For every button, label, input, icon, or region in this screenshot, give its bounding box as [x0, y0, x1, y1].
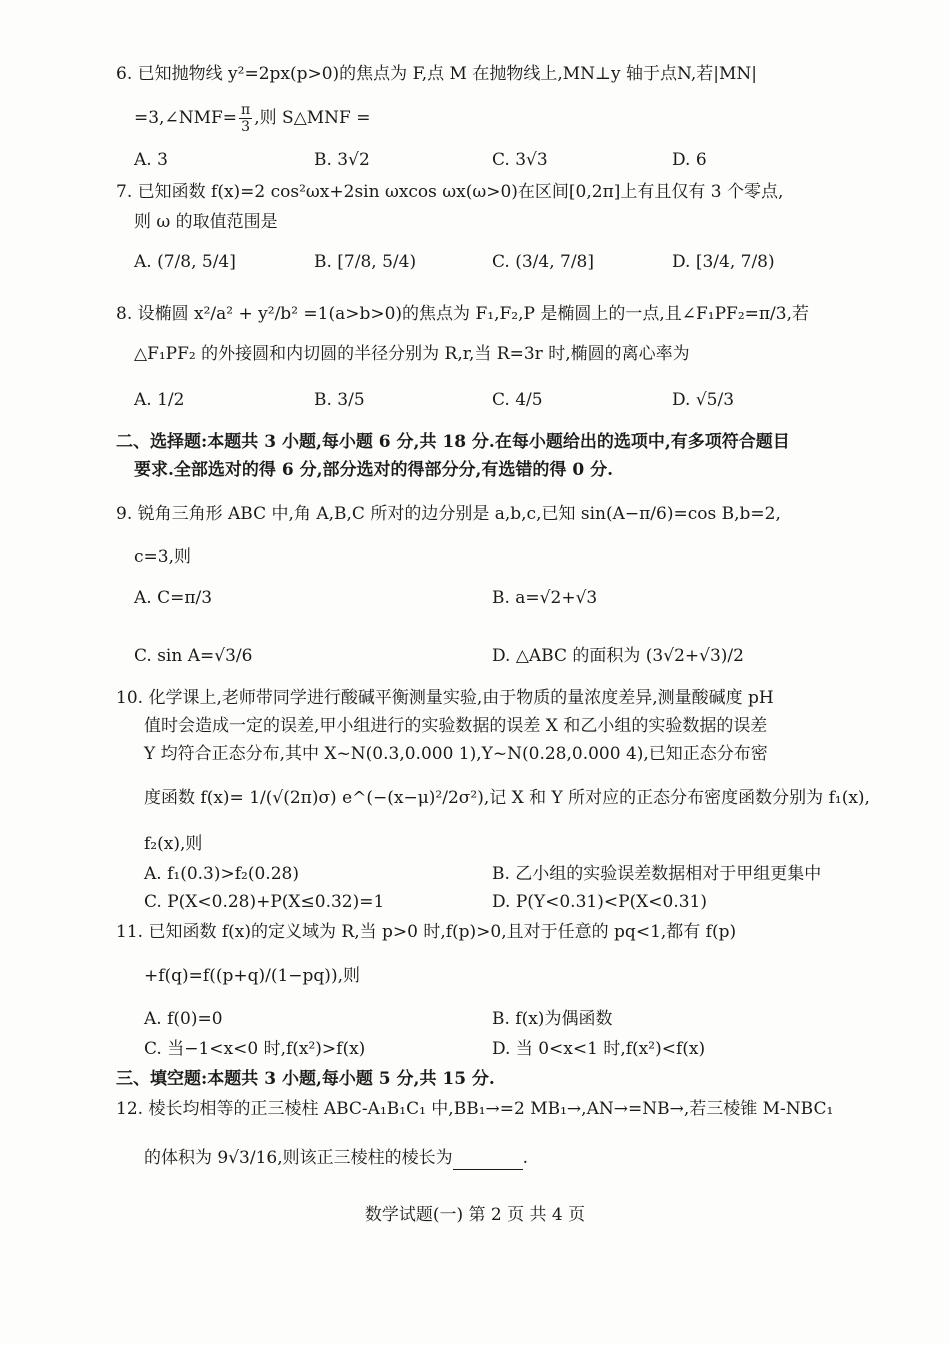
- q8-option-c: C. 4/5: [492, 390, 543, 410]
- q8-option-b: B. 3/5: [314, 390, 365, 410]
- section2-heading-line1: 二、选择题:本题共 3 小题,每小题 6 分,共 18 分.在每小题给出的选项中,有多项符合题目: [116, 432, 790, 452]
- q8-line2: △F₁PF₂ 的外接圆和内切圆的半径分别为 R,r,当 R=3r 时,椭圆的离心率为: [134, 344, 690, 364]
- q6-line1: 6. 已知抛物线 y²=2px(p>0)的焦点为 F,点 M 在抛物线上,MN⊥y 轴于点N,若|MN|: [116, 64, 757, 84]
- q6-option-d: D. 6: [672, 150, 707, 170]
- q10-line4: 度函数 f(x)= 1/(√(2π)σ) e^(−(x−μ)²/2σ²),记 X 和 Y 所对应的正态分布密度函数分别为 f₁(x),: [144, 788, 870, 808]
- page-footer: 数学试题(一) 第 2 页 共 4 页: [364, 1205, 586, 1225]
- q10-line3: Y 均符合正态分布,其中 X~N(0.3,0.000 1),Y~N(0.28,0.000 4),已知正态分布密: [144, 744, 768, 764]
- q7-option-b: B. [7/8, 5/4): [314, 252, 417, 272]
- q11-line2: +f(q)=f((p+q)/(1−pq)),则: [144, 966, 360, 986]
- q10-option-c: C. P(X<0.28)+P(X≤0.32)=1: [144, 892, 385, 912]
- section2-heading-line2: 要求.全部选对的得 6 分,部分选对的得部分分,有选错的得 0 分.: [134, 460, 614, 480]
- q8-option-a: A. 1/2: [134, 390, 185, 410]
- q8-line1: 8. 设椭圆 x²/a² + y²/b² =1(a>b>0)的焦点为 F₁,F₂,P 是椭圆上的一点,且∠F₁PF₂=π/3,若: [116, 304, 809, 324]
- q10-line5: f₂(x),则: [144, 834, 203, 854]
- q10-line1: 10. 化学课上,老师带同学进行酸碱平衡测量实验,由于物质的量浓度差异,测量酸碱度 pH: [116, 688, 774, 708]
- q9-option-c: C. sin A=√3/6: [134, 646, 253, 666]
- q7-option-a: A. (7/8, 5/4]: [134, 252, 236, 272]
- q7-line1: 7. 已知函数 f(x)=2 cos²ωx+2sin ωxcos ωx(ω>0)在区间[0,2π]上有且仅有 3 个零点,: [116, 182, 784, 202]
- q6-option-b: B. 3√2: [314, 150, 370, 170]
- q9-option-d: D. △ABC 的面积为 (3√2+√3)/2: [492, 646, 744, 666]
- q11-line1: 11. 已知函数 f(x)的定义域为 R,当 p>0 时,f(p)>0,且对于任意的 pq<1,都有 f(p): [116, 922, 737, 942]
- q7-option-d: D. [3/4, 7/8): [672, 252, 775, 272]
- q10-option-d: D. P(Y<0.31)<P(X<0.31): [492, 892, 707, 912]
- q9-line1: 9. 锐角三角形 ABC 中,角 A,B,C 所对的边分别是 a,b,c,已知 sin(A−π/6)=cos B,b=2,: [116, 504, 781, 524]
- q9-line2: c=3,则: [134, 547, 191, 567]
- q11-option-c: C. 当−1<x<0 时,f(x²)>f(x): [144, 1039, 366, 1059]
- q12-line1: 12. 棱长均相等的正三棱柱 ABC-A₁B₁C₁ 中,BB₁→=2 MB₁→,AN→=NB→,若三棱锥 M-NBC₁: [116, 1099, 834, 1119]
- q6-option-c: C. 3√3: [492, 150, 548, 170]
- q10-line2: 值时会造成一定的误差,甲小组进行的实验数据的误差 X 和乙小组的实验数据的误差: [144, 716, 768, 736]
- q7-line2: 则 ω 的取值范围是: [134, 212, 278, 232]
- q7-option-c: C. (3/4, 7/8]: [492, 252, 594, 272]
- q11-option-a: A. f(0)=0: [144, 1009, 223, 1029]
- q11-option-b: B. f(x)为偶函数: [492, 1009, 613, 1029]
- q6-fraction: $\frac{\pi}{3}$: [241, 102, 251, 135]
- q9-option-b: B. a=√2+√3: [492, 588, 598, 608]
- q12-line2: 的体积为 9√3/16,则该正三棱柱的棱长为 .: [144, 1148, 529, 1168]
- answer-blank[interactable]: [453, 1151, 523, 1170]
- q6-option-a: A. 3: [134, 150, 168, 170]
- section3-heading: 三、填空题:本题共 3 小题,每小题 5 分,共 15 分.: [116, 1069, 495, 1089]
- q10-option-b: B. 乙小组的实验误差数据相对于甲组更集中: [492, 864, 822, 884]
- q8-option-d: D. √5/3: [672, 390, 735, 410]
- q9-option-a: A. C=π/3: [134, 588, 213, 608]
- q6-line2: =3,∠NMF= $\frac{\pi}{3}$ ,则 S△MNF =: [134, 102, 371, 135]
- q10-option-a: A. f₁(0.3)>f₂(0.28): [144, 864, 299, 884]
- q11-option-d: D. 当 0<x<1 时,f(x²)<f(x): [492, 1039, 706, 1059]
